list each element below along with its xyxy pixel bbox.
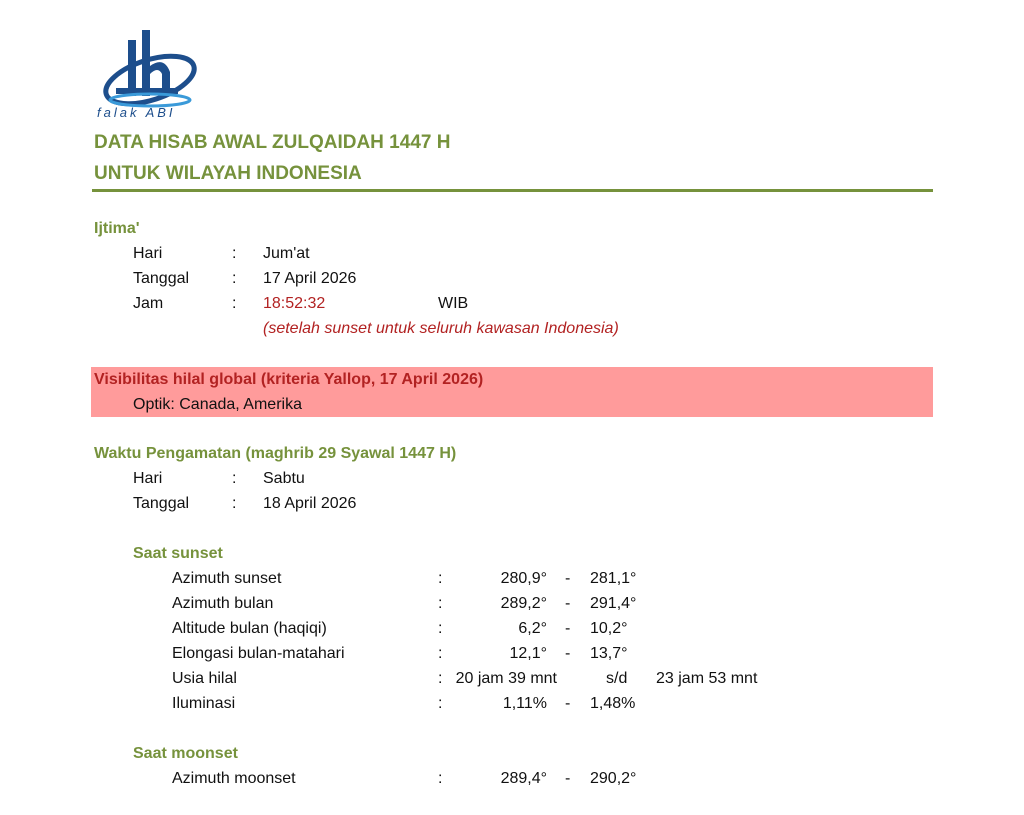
- observation-heading: Waktu Pengamatan (maghrib 29 Syawal 1447 H): [94, 445, 457, 462]
- moonset-heading: Saat moonset: [133, 745, 238, 762]
- observation-day-sep: :: [232, 470, 237, 487]
- ijtima-date-sep: :: [232, 270, 237, 287]
- visibility-title: Visibilitas hilal global (kriteria Yallop, 17 April 2026): [94, 371, 484, 388]
- ijtima-day-sep: :: [232, 245, 237, 262]
- sunset-row-to: 23 jam 53 mnt: [656, 670, 758, 687]
- sunset-row-from: 6,2°: [518, 620, 547, 637]
- moonset-row-from: 289,4°: [500, 770, 547, 787]
- sunset-row-label: Altitude bulan (haqiqi): [172, 620, 327, 637]
- observation-date-label: Tanggal: [133, 495, 190, 512]
- moonset-row-to: 290,2°: [590, 770, 637, 787]
- ijtima-day-value: Jum'at: [263, 245, 310, 262]
- sunset-row-label: Usia hilal: [172, 670, 237, 687]
- ijtima-time-sep: :: [232, 295, 237, 312]
- sunset-row-dash: -: [565, 620, 571, 637]
- page-title: DATA HISAB AWAL ZULQAIDAH 1447 H: [94, 132, 451, 153]
- moonset-row-dash: -: [565, 770, 571, 787]
- page-subtitle: UNTUK WILAYAH INDONESIA: [94, 163, 362, 184]
- sunset-row-to: 1,48%: [590, 695, 636, 712]
- sunset-row-sep: :: [438, 645, 443, 662]
- ijtima-day-label: Hari: [133, 245, 163, 262]
- ijtima-time-unit: WIB: [438, 295, 469, 312]
- sunset-row-from: 289,2°: [500, 595, 547, 612]
- sunset-row-from: 280,9°: [500, 570, 547, 587]
- ijtima-time-value: 18:52:32: [263, 295, 326, 312]
- sunset-row-sep: :: [438, 570, 443, 587]
- sunset-row-sep: :: [438, 595, 443, 612]
- sunset-row-dash: -: [565, 595, 571, 612]
- sunset-row-sep: :: [438, 620, 443, 637]
- sunset-row-sep: :: [438, 695, 443, 712]
- observation-date-value: 18 April 2026: [263, 495, 357, 512]
- sunset-row-dash: s/d: [606, 670, 628, 687]
- visibility-line: Optik: Canada, Amerika: [133, 396, 302, 413]
- observation-day-label: Hari: [133, 470, 163, 487]
- sunset-row-label: Elongasi bulan-matahari: [172, 645, 345, 662]
- sunset-row-dash: -: [565, 570, 571, 587]
- sunset-row-label: Azimuth sunset: [172, 570, 282, 587]
- ijtima-date-label: Tanggal: [133, 270, 190, 287]
- ijtima-note: (setelah sunset untuk seluruh kawasan Indonesia): [263, 320, 619, 337]
- logo-text: falak ABI: [97, 105, 176, 120]
- sunset-row-to: 10,2°: [590, 620, 628, 637]
- sunset-row-from: 1,11%: [502, 695, 547, 712]
- sunset-row-dash: -: [565, 695, 571, 712]
- moonset-row-label: Azimuth moonset: [172, 770, 296, 787]
- ijtima-time-label: Jam: [133, 295, 164, 312]
- sunset-row-label: Azimuth bulan: [172, 595, 274, 612]
- moonset-row-sep: :: [438, 770, 443, 787]
- sunset-row-from: 12,1°: [509, 645, 547, 662]
- sunset-row-to: 13,7°: [590, 645, 628, 662]
- title-divider: [92, 189, 933, 192]
- ijtima-heading: Ijtima': [94, 220, 140, 237]
- sunset-row-dash: -: [565, 645, 571, 662]
- observation-date-sep: :: [232, 495, 237, 512]
- sunset-row-to: 281,1°: [590, 570, 637, 587]
- sunset-row-sep: :: [438, 670, 443, 687]
- sunset-heading: Saat sunset: [133, 545, 223, 562]
- sunset-row-to: 291,4°: [590, 595, 637, 612]
- observation-day-value: Sabtu: [263, 470, 305, 487]
- sunset-row-label: Iluminasi: [172, 695, 236, 712]
- sunset-row-from: 20 jam 39 mnt: [455, 670, 557, 687]
- ijtima-date-value: 17 April 2026: [263, 270, 357, 287]
